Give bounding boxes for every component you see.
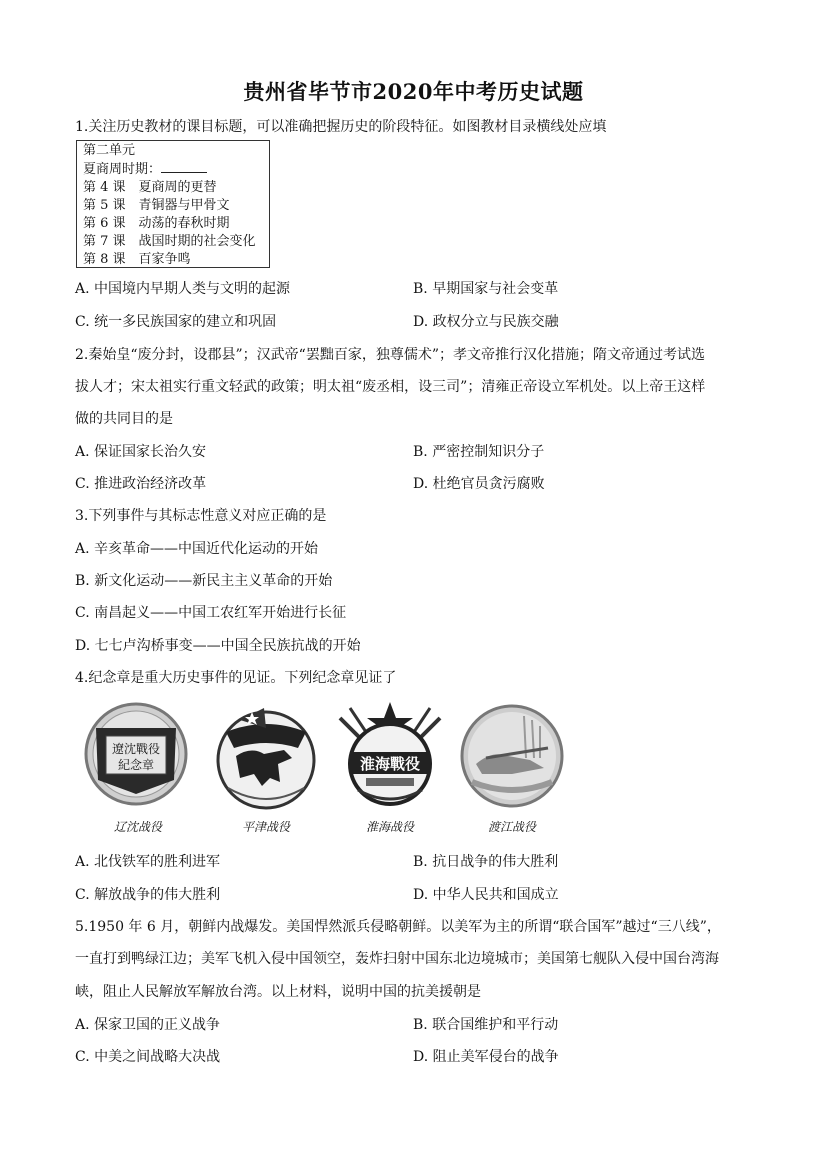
q1-option-b: B. 早期国家与社会变革: [413, 281, 559, 297]
q5-stem-line2: 一直打到鸭绿江边；美军飞机入侵中国领空，轰炸扫射中国东北边境城市；美国第七舰队入侵中国台湾海: [75, 951, 719, 967]
toc-lesson: 第 4 课 夏商周的更替: [83, 180, 217, 195]
q5-option-c: C. 中美之间战略大决战: [75, 1049, 221, 1065]
medal-huaihai-inscription: 淮海戰役: [359, 755, 421, 773]
medal-dujiang-image: [452, 698, 572, 816]
q4-option-b: B. 抗日战争的伟大胜利: [413, 854, 559, 870]
medal-caption: 平津战役: [241, 820, 290, 834]
medal-pingjin: [206, 698, 326, 838]
q5-option-d: D. 阻止美军侵台的战争: [413, 1049, 559, 1065]
q3-option-b: B. 新文化运动——新民主主义革命的开始: [75, 573, 333, 589]
q5-option-b: B. 联合国维护和平行动: [413, 1017, 559, 1033]
toc-unit: 第二单元: [83, 143, 136, 158]
q1-stem: 1.关注历史教材的课目标题，可以准确把握历史的阶段特征。如图教材目录横线处应填: [75, 119, 607, 135]
toc-lesson: 第 7 课 战国时期的社会变化: [83, 234, 256, 249]
q5-option-a: A. 保家卫国的正义战争: [75, 1017, 221, 1033]
q4-option-d: D. 中华人民共和国成立: [413, 887, 559, 903]
medal-huaihai-image: [330, 698, 450, 816]
q3-stem: 3.下列事件与其标志性意义对应正确的是: [75, 508, 327, 524]
medal-dujiang: [452, 698, 572, 838]
q1-option-d: D. 政权分立与民族交融: [413, 314, 559, 330]
q2-option-b: B. 严密控制知识分子: [413, 444, 545, 460]
toc-heading: 夏商周时期：: [83, 160, 263, 179]
medal-huaihai: [330, 698, 450, 838]
q2-stem-line2: 拔人才；宋太祖实行重文轻武的政策；明太祖“废丞相，设三司”；清雍正帝设立军机处。以上帝王这样: [75, 379, 706, 395]
q2-stem-line3: 做的共同目的是: [75, 411, 173, 427]
q3-option-a: A. 辛亥革命——中国近代化运动的开始: [75, 541, 319, 557]
q3-option-d: D. 七七卢沟桥事变——中国全民族抗战的开始: [75, 638, 361, 654]
q1-option-a: A. 中国境内早期人类与文明的起源: [75, 281, 291, 297]
medal-liaoshen: [78, 698, 198, 838]
medal-caption: 辽沈战役: [113, 820, 162, 834]
medal-pingjin-image: [206, 698, 326, 816]
medal-liaoshen-inscription-2: 紀念章: [117, 758, 155, 772]
toc-lesson: 第 8 课 百家争鸣: [83, 252, 191, 267]
q2-option-a: A. 保证国家长治久安: [75, 444, 207, 460]
toc-lesson: 第 6 课 动荡的春秋时期: [83, 216, 230, 231]
q4-stem: 4.纪念章是重大历史事件的见证。下列纪念章见证了: [75, 670, 397, 686]
medal-caption: 淮海战役: [365, 820, 414, 834]
medal-liaoshen-image: [78, 698, 198, 816]
q4-option-c: C. 解放战争的伟大胜利: [75, 887, 221, 903]
q2-option-d: D. 杜绝官员贪污腐败: [413, 476, 545, 492]
q5-stem-line1: 5.1950 年 6 月，朝鲜内战爆发。美国悍然派兵侵略朝鲜。以美军为主的所谓“联合国军”越过“三八线”，: [75, 919, 721, 935]
page-title: 贵州省毕节市2020年中考历史试题: [243, 79, 584, 104]
toc-lesson: 第 5 课 青铜器与甲骨文: [83, 198, 230, 213]
answer-blank: [161, 160, 207, 173]
q4-option-a: A. 北伐铁军的胜利进军: [75, 854, 221, 870]
q1-option-c: C. 统一多民族国家的建立和巩固: [75, 314, 277, 330]
q2-option-c: C. 推进政治经济改革: [75, 476, 207, 492]
medal-caption: 渡江战役: [487, 820, 536, 834]
q5-stem-line3: 峡，阻止人民解放军解放台湾。以上材料，说明中国的抗美援朝是: [75, 984, 481, 1000]
q1-toc-box: [76, 140, 270, 268]
q3-option-c: C. 南昌起义——中国工农红军开始进行长征: [75, 605, 347, 621]
medal-liaoshen-inscription-1: 遼沈戰役: [111, 742, 161, 756]
q2-stem-line1: 2.秦始皇“废分封，设郡县”；汉武帝“罢黜百家，独尊儒术”；孝文帝推行汉化措施；隋文帝通过考试选: [75, 347, 705, 363]
